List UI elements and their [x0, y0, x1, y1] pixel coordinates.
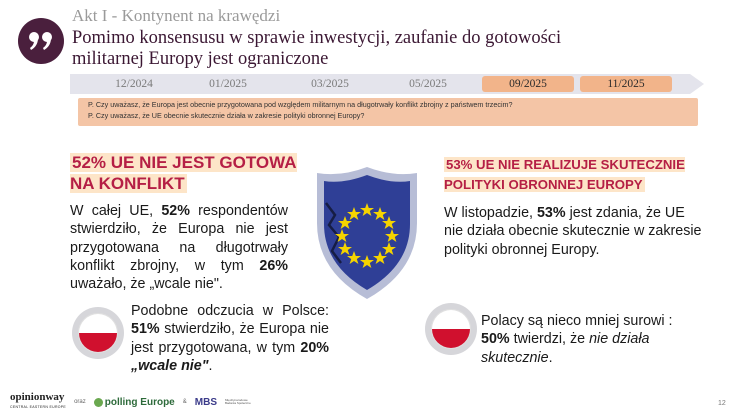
timeline-item-05-2025: 05/2025	[409, 78, 447, 90]
timeline-item-12-2024: 12/2024	[115, 78, 153, 90]
eu-shield-icon	[313, 163, 421, 303]
mbs-logo: MBS	[194, 396, 217, 408]
polling-europe-logo: polling Europe	[94, 397, 175, 408]
opinionway-logo: opinionway CENTRAL EASTERN EUROPE	[10, 391, 67, 409]
poland-flag-icon	[425, 303, 477, 355]
quote-icon	[18, 18, 64, 64]
timeline-item-01-2025: 01/2025	[209, 78, 247, 90]
questions-box	[78, 98, 698, 126]
left-paragraph-eu: W całej UE, 52% respondentów stwierdziło, że Europa nie jest przygotowana na długotrwały konflikt zbrojny, w tym 26% uważało, że „wcale nie".	[70, 203, 288, 293]
timeline-item-09-2025: 09/2025	[482, 76, 574, 92]
footer-logos	[10, 393, 253, 411]
act-label: Akt I - Kontynent na krawędzi	[72, 6, 281, 25]
polling-europe-icon	[94, 398, 103, 407]
poland-flag-icon	[72, 307, 124, 359]
timeline-arrow-icon	[690, 74, 704, 94]
right-paragraph-poland: Polacy są nieco mniej surowi : 50% twierdzi, że nie działa skutecznie.	[481, 313, 673, 366]
question-1: P. Czy uważasz, że Europa jest obecnie przygotowana pod względem militarnym na długotrwały konflikt zbrojny z państwem trzecim?	[88, 100, 513, 109]
question-2: P. Czy uważasz, że UE obecnie skutecznie działa w zakresie polityki obronnej Europy?	[88, 110, 365, 120]
right-headline: 53% UE NIE REALIZUJE SKUTECZNIE POLITYKI OBRONNEJ EUROPY	[444, 157, 685, 192]
left-headline: 52% UE NIE JEST GOTOWA NA KONFLIKT	[70, 153, 297, 193]
timeline-item-11-2025: 11/2025	[580, 76, 672, 92]
timeline-item-03-2025: 03/2025	[311, 78, 349, 90]
right-paragraph-eu: W listopadzie, 53% jest zdania, że UE nie działa obecnie skutecznie w zakresie polityki obronnej Europy.	[444, 205, 702, 258]
page-title: Pomimo konsensusu w sprawie inwestycji, zaufanie do gotowości militarnej Europy jest ograniczone	[72, 28, 562, 69]
page-number: 12	[718, 400, 726, 407]
ampersand-label: &	[182, 399, 187, 405]
oraz-label: oraz	[74, 399, 86, 405]
timeline	[70, 74, 710, 94]
left-paragraph-poland: Podobne odczucia w Polsce: 51% stwierdziło, że Europa nie jest przygotowana, w tym 20% „wcale nie".	[131, 303, 329, 374]
mbs-description: Międzynarodowe Badania Społeczne	[225, 397, 251, 405]
